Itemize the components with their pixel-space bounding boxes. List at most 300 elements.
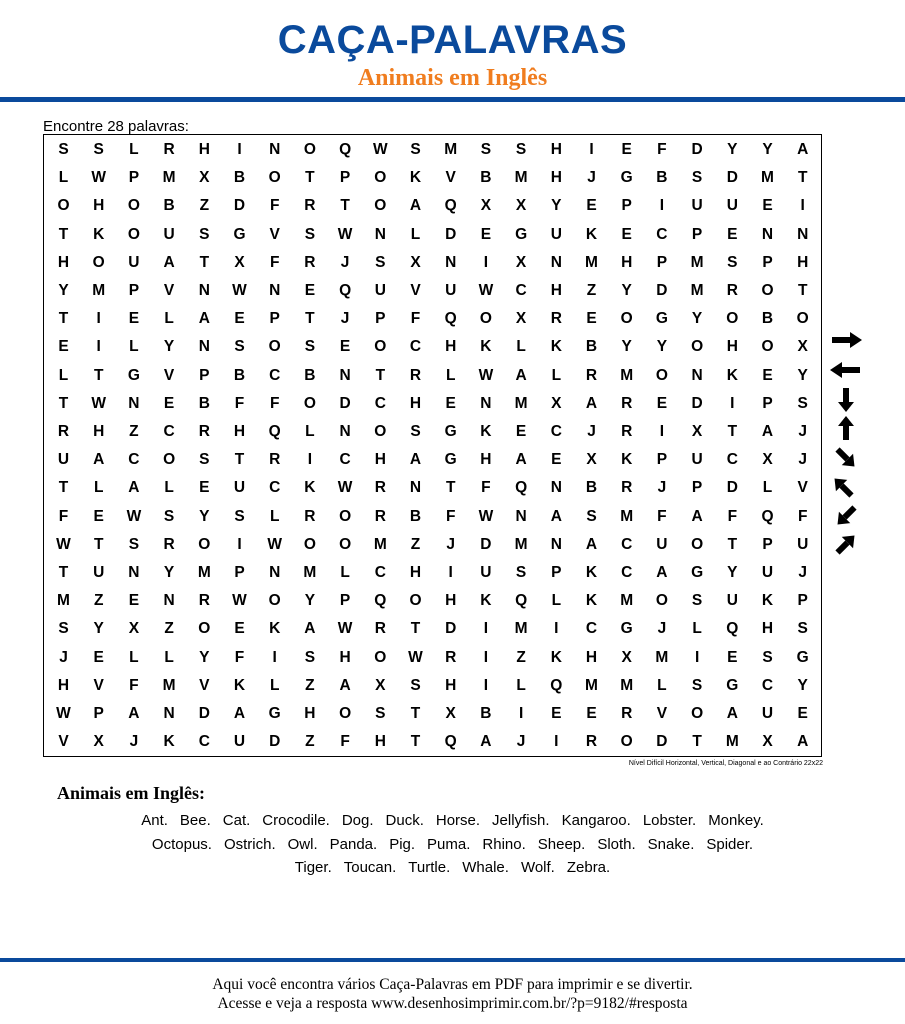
- arrow-up-icon: [838, 416, 854, 440]
- grid-row: [44, 672, 821, 700]
- grid-letter: X: [480, 197, 492, 215]
- grid-letter: Z: [164, 620, 174, 638]
- grid-letter: Y: [304, 592, 316, 610]
- grid-letter: O: [620, 310, 633, 328]
- grid-letter: I: [483, 648, 489, 666]
- grid-letter: M: [303, 564, 317, 581]
- grid-letter: K: [163, 733, 175, 751]
- grid-letter: H: [550, 141, 562, 158]
- grid-letter: Q: [515, 479, 528, 497]
- grid-letter: P: [339, 592, 351, 610]
- grid-letter: Y: [199, 648, 210, 666]
- grid-letter: P: [199, 366, 210, 384]
- grid-letter: S: [515, 141, 527, 158]
- grid-row: [44, 333, 821, 361]
- grid-letter: L: [269, 676, 280, 694]
- grid-letter: P: [656, 451, 668, 469]
- grid-letter: T: [410, 705, 421, 722]
- grid-letter: A: [93, 451, 105, 469]
- grid-letter: W: [267, 535, 282, 553]
- grid-letter: I: [237, 141, 242, 158]
- grid-letter: C: [128, 451, 140, 469]
- word-item: Sloth.: [597, 836, 636, 853]
- grid-letter: Z: [516, 648, 526, 666]
- grid-letter: C: [269, 479, 281, 497]
- grid-letter: U: [656, 535, 668, 553]
- grid-letter: D: [691, 141, 703, 158]
- grid-letter: E: [58, 338, 69, 356]
- grid-letter: F: [657, 141, 667, 158]
- grid-letter: A: [409, 197, 422, 215]
- grid-letter: K: [550, 338, 562, 356]
- grid-letter: J: [59, 648, 68, 666]
- grid-letter: Y: [621, 282, 632, 299]
- footer-line-1: Aqui você encontra vários Caça-Palavras em PDF para imprimir e se divertir.: [212, 976, 693, 993]
- grid-letter: M: [620, 507, 634, 525]
- grid-letter: P: [269, 310, 280, 328]
- grid-letter: H: [374, 733, 386, 751]
- grid-letter: H: [304, 705, 316, 722]
- grid-letter: H: [93, 197, 105, 215]
- grid-letter: M: [620, 676, 634, 694]
- word-item: Pig.: [389, 836, 416, 853]
- word-item: Bee.: [179, 812, 211, 829]
- word-item: Ostrich.: [223, 836, 276, 853]
- grid-letter: J: [129, 733, 139, 751]
- grid-row: [44, 249, 821, 277]
- grid-letter: X: [234, 253, 245, 271]
- grid-letter: I: [483, 676, 489, 694]
- grid-letter: U: [445, 282, 457, 299]
- grid-letter: O: [726, 310, 739, 328]
- grid-letter: O: [339, 705, 352, 722]
- grid-letter: K: [585, 592, 598, 610]
- grid-letter: W: [408, 648, 423, 666]
- grid-letter: N: [797, 225, 809, 243]
- grid-letter: D: [726, 169, 738, 187]
- grid-letter: W: [372, 141, 388, 158]
- grid-letter: A: [304, 620, 316, 638]
- word-item: Zebra.: [566, 859, 611, 876]
- grid-letter: P: [797, 592, 808, 610]
- grid-letter: A: [550, 507, 562, 525]
- grid-letter: E: [551, 451, 562, 469]
- grid-letter: E: [339, 338, 351, 356]
- grid-letter: X: [515, 310, 527, 328]
- word-item: Wolf.: [520, 859, 555, 876]
- grid-letter: O: [127, 197, 140, 215]
- grid-letter: Y: [621, 338, 632, 356]
- grid-letter: M: [92, 282, 106, 299]
- grid-letter: H: [409, 564, 422, 581]
- grid-letter: R: [304, 197, 316, 215]
- grid-row: [44, 615, 821, 643]
- grid-letter: N: [269, 141, 281, 158]
- grid-letter: K: [409, 169, 422, 187]
- grid-letter: P: [621, 197, 632, 215]
- grid-letter: K: [621, 451, 633, 469]
- grid-letter: L: [269, 507, 280, 525]
- grid-letter: E: [93, 507, 104, 525]
- word-list-row: [0, 859, 905, 877]
- grid-letter: D: [480, 535, 492, 553]
- word-item: Duck.: [385, 812, 424, 829]
- grid-letter: D: [445, 225, 457, 243]
- grid-letter: T: [727, 535, 738, 553]
- grid-letter: J: [798, 451, 807, 469]
- grid-letter: Q: [444, 197, 457, 215]
- grid-letter: I: [659, 423, 665, 440]
- grid-letter: V: [58, 733, 69, 751]
- grid-letter: P: [128, 169, 140, 187]
- grid-letter: C: [761, 676, 774, 694]
- grid-letter: G: [796, 648, 809, 666]
- grid-letter: G: [444, 451, 457, 469]
- grid-letter: X: [515, 253, 527, 271]
- grid-letter: F: [340, 733, 350, 751]
- grid-letter: U: [163, 225, 175, 243]
- grid-letter: T: [692, 733, 702, 751]
- grid-letter: I: [694, 648, 700, 666]
- grid-letter: K: [304, 479, 316, 497]
- grid-letter: V: [797, 479, 808, 497]
- grid-letter: H: [445, 676, 457, 694]
- grid-letter: W: [232, 282, 247, 299]
- grid-letter: Q: [550, 676, 563, 694]
- grid-letter: C: [198, 733, 210, 751]
- grid-letter: A: [691, 507, 703, 525]
- grid-letter: S: [691, 676, 703, 694]
- grid-letter: K: [585, 564, 598, 581]
- grid-letter: B: [163, 197, 175, 215]
- grid-letter: M: [57, 592, 70, 610]
- grid-letter: T: [199, 253, 210, 271]
- grid-letter: R: [374, 507, 386, 525]
- grid-letter: O: [761, 282, 774, 299]
- level-note: Nível Difícil Horizontal, Vertical, Diagonal e ao Contrário 22x22: [628, 760, 823, 767]
- grid-letter: K: [480, 592, 492, 610]
- grid-letter: Q: [515, 592, 528, 610]
- grid-letter: F: [269, 197, 280, 215]
- word-list-title: Animais em Inglês:: [57, 783, 205, 803]
- grid-letter: L: [164, 310, 174, 328]
- grid-letter: L: [305, 423, 315, 440]
- grid-letter: M: [514, 169, 528, 187]
- grid-letter: U: [726, 592, 738, 610]
- grid-letter: L: [657, 676, 667, 694]
- word-item: Rhino.: [482, 836, 526, 853]
- grid-letter: P: [762, 535, 773, 553]
- grid-letter: O: [620, 733, 633, 751]
- grid-letter: E: [762, 366, 773, 384]
- grid-letter: J: [340, 310, 350, 328]
- grid-letter: R: [409, 366, 422, 384]
- grid-row: [44, 390, 821, 418]
- grid-letter: N: [163, 592, 175, 610]
- grid-letter: Q: [339, 141, 352, 158]
- grid-letter: S: [58, 141, 69, 158]
- grid-letter: X: [410, 253, 421, 271]
- grid-letter: F: [797, 507, 808, 525]
- grid-letter: T: [93, 535, 104, 553]
- header-divider: [0, 97, 905, 102]
- grid-letter: O: [374, 648, 387, 666]
- grid-letter: O: [268, 592, 281, 610]
- word-item: Lobster.: [642, 812, 697, 829]
- arrow-up-right-icon: [832, 530, 860, 558]
- grid-letter: H: [550, 282, 562, 299]
- grid-letter: B: [480, 169, 492, 187]
- word-search-grid: [43, 134, 822, 757]
- grid-letter: D: [198, 705, 210, 722]
- grid-letter: O: [198, 620, 211, 638]
- grid-letter: C: [550, 423, 562, 440]
- grid-letter: I: [518, 705, 524, 722]
- grid-letter: B: [233, 169, 246, 187]
- grid-letter: C: [163, 423, 175, 440]
- grid-letter: Y: [551, 197, 562, 215]
- grid-letter: B: [585, 479, 598, 497]
- grid-letter: T: [375, 366, 386, 384]
- grid-letter: D: [691, 394, 703, 412]
- grid-letter: H: [797, 253, 809, 271]
- grid-letter: T: [410, 620, 421, 638]
- grid-letter: V: [410, 282, 421, 299]
- grid-letter: S: [304, 225, 316, 243]
- grid-letter: C: [409, 338, 422, 356]
- grid-letter: G: [620, 620, 633, 638]
- grid-letter: J: [340, 253, 350, 271]
- grid-letter: M: [725, 733, 739, 751]
- grid-letter: D: [726, 479, 738, 497]
- grid-letter: Y: [727, 564, 738, 581]
- grid-letter: P: [375, 310, 386, 328]
- grid-letter: S: [691, 592, 703, 610]
- grid-letter: U: [57, 451, 70, 469]
- grid-letter: X: [586, 451, 597, 469]
- grid-letter: T: [58, 394, 69, 412]
- word-item: Ant.: [141, 812, 168, 829]
- grid-letter: D: [269, 733, 281, 751]
- grid-letter: F: [269, 253, 280, 271]
- grid-letter: T: [797, 169, 808, 187]
- grid-letter: H: [409, 394, 422, 412]
- grid-letter: S: [304, 648, 316, 666]
- grid-letter: A: [128, 705, 140, 722]
- grid-letter: M: [655, 648, 669, 666]
- grid-letter: U: [550, 225, 562, 243]
- grid-letter: M: [620, 592, 634, 610]
- grid-letter: M: [761, 169, 774, 187]
- grid-letter: G: [620, 169, 633, 187]
- grid-letter: Q: [268, 423, 281, 440]
- grid-letter: Y: [656, 338, 668, 356]
- grid-row: [44, 559, 821, 587]
- grid-letter: A: [797, 733, 809, 751]
- grid-letter: A: [656, 564, 668, 581]
- word-item: Spider.: [706, 836, 754, 853]
- grid-letter: E: [199, 479, 210, 497]
- grid-letter: E: [797, 705, 808, 722]
- grid-letter: H: [480, 451, 492, 469]
- grid-letter: X: [199, 169, 210, 187]
- grid-letter: M: [690, 282, 704, 299]
- grid-letter: E: [128, 310, 140, 328]
- grid-letter: S: [304, 338, 316, 356]
- grid-letter: S: [199, 225, 210, 243]
- grid-letter: O: [303, 535, 316, 553]
- grid-letter: O: [374, 169, 387, 187]
- grid-letter: X: [93, 733, 104, 751]
- grid-row: [44, 305, 821, 333]
- grid-letter: G: [691, 564, 704, 581]
- grid-letter: O: [374, 423, 387, 440]
- grid-row: [44, 136, 821, 164]
- grid-letter: T: [340, 197, 350, 215]
- grid-letter: K: [233, 676, 246, 694]
- grid-letter: Y: [163, 338, 175, 356]
- grid-letter: G: [515, 225, 528, 243]
- grid-letter: J: [657, 620, 667, 638]
- grid-letter: C: [656, 225, 668, 243]
- grid-letter: Y: [93, 620, 104, 638]
- grid-letter: J: [587, 423, 596, 440]
- direction-legend: [826, 325, 866, 565]
- grid-letter: U: [233, 733, 246, 751]
- grid-letter: O: [303, 394, 316, 412]
- grid-letter: I: [483, 620, 489, 638]
- grid-letter: L: [410, 225, 421, 243]
- word-list-row: [0, 812, 905, 830]
- grid-letter: L: [340, 564, 350, 581]
- grid-letter: Z: [199, 197, 210, 215]
- grid-letter: M: [514, 620, 528, 638]
- grid-letter: E: [656, 394, 668, 412]
- grid-letter: B: [304, 366, 316, 384]
- grid-letter: B: [761, 310, 774, 328]
- grid-row: [44, 587, 821, 615]
- grid-letter: S: [375, 253, 386, 271]
- grid-letter: H: [57, 253, 70, 271]
- grid-letter: O: [339, 535, 352, 553]
- grid-letter: S: [58, 620, 69, 638]
- grid-letter: L: [164, 648, 174, 666]
- grid-letter: N: [550, 253, 562, 271]
- grid-letter: V: [445, 169, 456, 187]
- word-item: Puma.: [427, 836, 471, 853]
- grid-letter: I: [96, 310, 101, 328]
- grid-letter: Y: [797, 366, 808, 384]
- grid-letter: A: [585, 535, 598, 553]
- grid-row: [44, 644, 821, 672]
- grid-letter: V: [163, 282, 175, 299]
- grid-letter: X: [797, 338, 808, 356]
- grid-letter: W: [337, 225, 353, 243]
- grid-letter: R: [374, 620, 386, 638]
- grid-letter: C: [374, 394, 386, 412]
- grid-letter: A: [339, 676, 351, 694]
- grid-letter: U: [374, 282, 386, 299]
- grid-letter: K: [761, 592, 774, 610]
- word-item: Horse.: [435, 812, 481, 829]
- grid-letter: S: [410, 141, 421, 158]
- grid-letter: H: [550, 169, 562, 187]
- grid-letter: K: [480, 423, 492, 440]
- grid-letter: R: [585, 733, 598, 751]
- grid-letter: M: [162, 676, 176, 694]
- grid-letter: S: [199, 451, 210, 469]
- grid-letter: Q: [444, 733, 457, 751]
- grid-letter: U: [691, 197, 703, 215]
- grid-letter: I: [483, 253, 489, 271]
- grid-letter: O: [796, 310, 809, 328]
- grid-letter: R: [163, 535, 175, 553]
- grid-letter: N: [761, 225, 774, 243]
- grid-letter: O: [374, 338, 387, 356]
- grid-letter: O: [409, 592, 422, 610]
- grid-row: [44, 192, 821, 220]
- grid-letter: R: [621, 705, 633, 722]
- grid-letter: C: [374, 564, 386, 581]
- grid-letter: Z: [305, 733, 315, 751]
- grid-letter: R: [57, 423, 70, 440]
- grid-letter: J: [798, 423, 807, 440]
- grid-letter: R: [304, 253, 316, 271]
- grid-letter: I: [237, 535, 242, 553]
- grid-letter: L: [164, 479, 174, 497]
- grid-letter: L: [516, 676, 526, 694]
- grid-letter: A: [515, 366, 527, 384]
- arrow-down-icon: [838, 388, 854, 412]
- grid-letter: M: [197, 564, 211, 581]
- grid-letter: O: [92, 253, 105, 271]
- grid-letter: R: [621, 394, 633, 412]
- word-list-row: [0, 836, 905, 854]
- grid-letter: D: [233, 197, 246, 215]
- word-item: Cat.: [222, 812, 251, 829]
- grid-letter: O: [691, 705, 704, 722]
- arrow-down-right-icon: [832, 444, 860, 472]
- grid-letter: W: [337, 479, 353, 497]
- grid-letter: O: [57, 197, 70, 215]
- grid-letter: V: [163, 366, 175, 384]
- grid-letter: I: [554, 620, 559, 638]
- grid-letter: S: [234, 507, 245, 525]
- grid-letter: X: [621, 648, 632, 666]
- word-item: Dog.: [341, 812, 374, 829]
- grid-letter: Y: [797, 676, 808, 694]
- grid-letter: T: [445, 479, 456, 497]
- grid-letter: T: [93, 366, 104, 384]
- grid-letter: N: [480, 394, 492, 412]
- grid-letter: I: [96, 338, 101, 356]
- grid-letter: U: [761, 705, 774, 722]
- grid-letter: O: [374, 197, 387, 215]
- grid-letter: K: [269, 620, 281, 638]
- grid-letter: Q: [761, 507, 774, 525]
- grid-letter: O: [268, 169, 281, 187]
- grid-letter: N: [339, 423, 351, 440]
- grid-letter: G: [444, 423, 457, 440]
- page-subtitle: Animais em Inglês: [357, 65, 548, 91]
- grid-letter: E: [621, 225, 632, 243]
- grid-letter: B: [233, 366, 246, 384]
- grid-letter: S: [762, 648, 773, 666]
- grid-letter: O: [655, 366, 668, 384]
- grid-letter: U: [726, 197, 738, 215]
- grid-letter: H: [726, 338, 738, 356]
- grid-letter: L: [762, 479, 773, 497]
